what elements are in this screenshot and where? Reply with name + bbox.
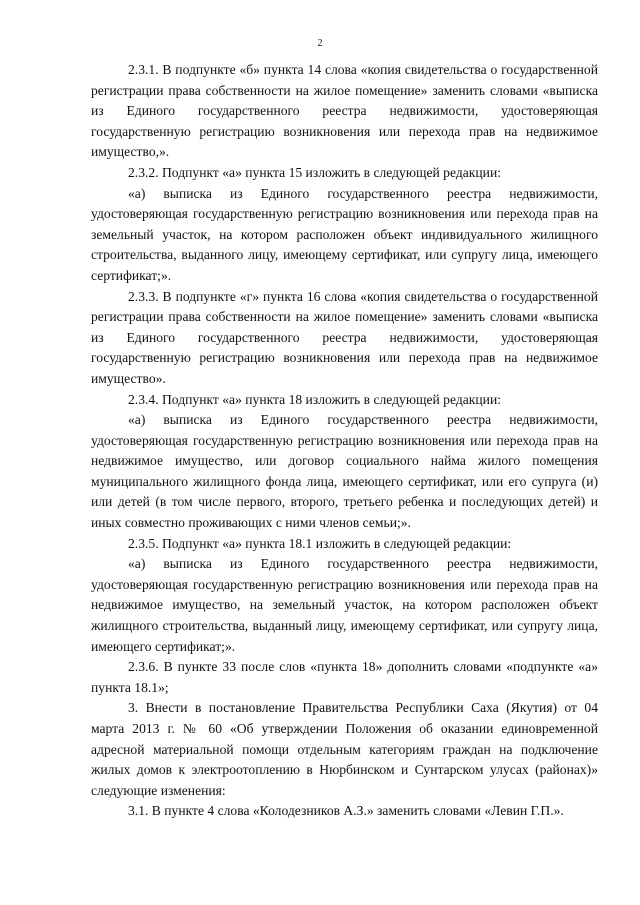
paragraph-2-3-2: 2.3.2. Подпункт «а» пункта 15 изложить в следующей редакции: xyxy=(128,164,501,180)
page-number: 2 xyxy=(317,38,323,49)
paragraph-2-3-1: 2.3.1. В подпункте «б» пункта 14 слова «копия свидетельства о государственной регистрации права собственности на жилое помещение» заменить словами «выписка из Единого государственного реестра недвижимости, удостоверяющая государственную регистрацию возникновения или перехода прав на недвижимое имущество,». xyxy=(91,62,598,160)
paragraph-2-3-4-text: «а) выписка из Единого государственного реестра недвижимости, удостоверяющая государственную регистрацию возникновения или перехода прав на недвижимое имущество, или договор социального найма жилого помещения муниципального жилищного фонда лица, имеющего сертификат, или его супруга (и) или детей (в том числе первого, второго, третьего ребенка и последующих детей) и иных совместно проживающих с ними членов семьи;». xyxy=(91,412,598,531)
paragraph-2-3-2-text: «а) выписка из Единого государственного реестра недвижимости, удостоверяющая государственную регистрацию возникновения или перехода прав на земельный участок, на котором расположен объект индивидуального жилищного строительства, выданного лицу, имеющему сертификат, или супругу лица, имеющего сертификат;». xyxy=(91,185,598,283)
paragraph-2-3-3: 2.3.3. В подпункте «г» пункта 16 слова «копия свидетельства о государственной регистрации права собственности на жилое помещение» заменить словами «выписка из Единого государственного реестра недвижимости, удостоверяющая государственную регистрацию возникновения или перехода прав на недвижимое имущество». xyxy=(91,288,598,386)
paragraph-2-3-4: 2.3.4. Подпункт «а» пункта 18 изложить в следующей редакции: xyxy=(128,391,501,407)
paragraph-3: 3. Внести в постановление Правительства Республики Саха (Якутия) от 04 марта 2013 г. № 60 «Об утверждении Положения об оказании единовременной адресной материальной помощи отдельным категориям граждан на подключение жилых домов к электроотоплению в Нюрбинском и Сунтарском улусах (районах)» следующие изменения: xyxy=(91,700,598,798)
document-body xyxy=(91,60,598,822)
paragraph-2-3-6: 2.3.6. В пункте 33 после слов «пункта 18» дополнить словами «подпункте «а» пункта 18.1»; xyxy=(91,659,598,695)
paragraph-3-1: 3.1. В пункте 4 слова «Колодезников А.З.» заменить словами «Левин Г.П.». xyxy=(128,803,564,819)
paragraph-2-3-5: 2.3.5. Подпункт «а» пункта 18.1 изложить в следующей редакции: xyxy=(128,535,512,551)
paragraph-2-3-5-text: «а) выписка из Единого государственного реестра недвижимости, удостоверяющая государственную регистрацию возникновения или перехода прав на недвижимое имущество, на земельный участок, на котором расположен объект жилищного строительства, выданный лицу, имеющему сертификат, или супругу лица, имеющего сертификат;». xyxy=(91,556,598,654)
